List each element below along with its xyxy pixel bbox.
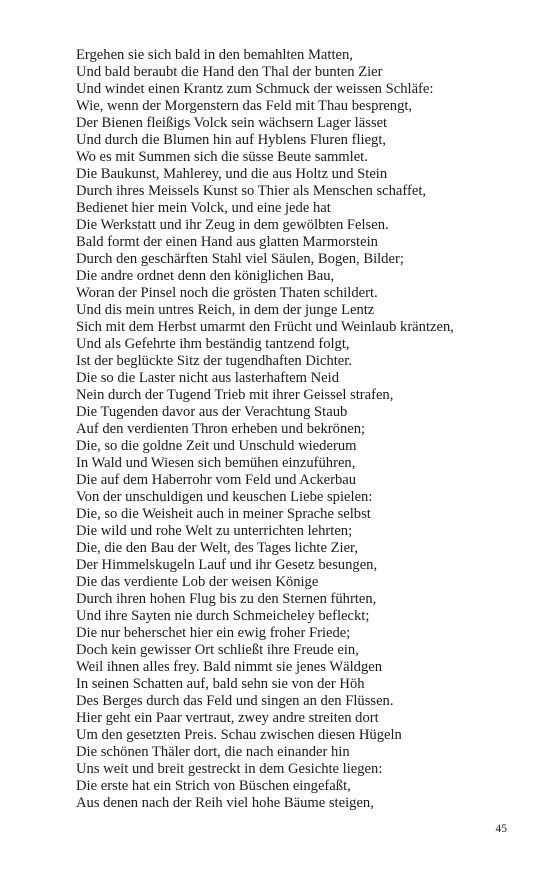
poem-line: Der Bienen fleißigs Volck sein wächsern Lager lässet xyxy=(76,115,388,131)
poem-line: Durch den geschärften Stahl viel Säulen, Bogen, Bilder; xyxy=(76,251,404,267)
poem-line: In Wald und Wiesen sich bemühen einzuführen, xyxy=(76,455,356,471)
poem-line: Wo es mit Summen sich die süsse Beute sammlet. xyxy=(76,149,368,165)
poem-text-block xyxy=(76,47,516,812)
poem-line: In seinen Schatten auf, bald sehn sie von der Höh xyxy=(76,676,365,692)
poem-line: Sich mit dem Herbst umarmt den Frücht und Weinlaub kräntzen, xyxy=(76,319,454,335)
poem-line: Weil ihnen alles frey. Bald nimmt sie jenes Wäldgen xyxy=(76,659,383,675)
poem-line: Ist der beglückte Sitz der tugendhaften Dichter. xyxy=(76,353,352,369)
poem-line: Die Baukunst, Mahlerey, und die aus Holtz und Stein xyxy=(76,166,388,182)
poem-line: Bedienet hier mein Volck, und eine jede hat xyxy=(76,200,331,216)
poem-line: Um den gesetzten Preis. Schau zwischen diesen Hügeln xyxy=(76,727,402,743)
poem-line: Durch ihres Meissels Kunst so Thier als Menschen schaffet, xyxy=(76,183,427,199)
poem-line: Des Berges durch das Feld und singen an den Flüssen. xyxy=(76,693,394,709)
poem-line: Die auf dem Haberrohr vom Feld und Ackerbau xyxy=(76,472,357,488)
poem-line: Die das verdiente Lob der weisen Könige xyxy=(76,574,319,590)
poem-line: Hier geht ein Paar vertraut, zwey andre streiten dort xyxy=(76,710,379,726)
poem-line: Von der unschuldigen und keuschen Liebe spielen: xyxy=(76,489,373,505)
poem-line: Und durch die Blumen hin auf Hyblens Fluren fliegt, xyxy=(76,132,387,148)
poem-line: Wie, wenn der Morgenstern das Feld mit Thau besprengt, xyxy=(76,98,413,114)
poem-line: Die wild und rohe Welt zu unterrichten lehrten; xyxy=(76,523,353,539)
poem-line: Die erste hat ein Strich von Büschen eingefaßt, xyxy=(76,778,351,794)
poem-line: Die, so die Weisheit auch in meiner Sprache selbst xyxy=(76,506,371,522)
poem-line: Durch ihren hohen Flug bis zu den Sternen führten, xyxy=(76,591,377,607)
poem-line: Ergehen sie sich bald in den bemahlten Matten, xyxy=(76,47,353,63)
poem-line: Die so die Laster nicht aus lasterhaftem Neid xyxy=(76,370,340,386)
poem-line: Nein durch der Tugend Trieb mit ihrer Geissel strafen, xyxy=(76,387,394,403)
poem-line: Und bald beraubt die Hand den Thal der bunten Zier xyxy=(76,64,383,80)
poem-line: Woran der Pinsel noch die grösten Thaten schildert. xyxy=(76,285,378,301)
poem-line: Die Werkstatt und ihr Zeug in dem gewölbten Felsen. xyxy=(76,217,389,233)
poem-line: Uns weit und breit gestreckt in dem Gesichte liegen: xyxy=(76,761,383,777)
poem-line: Und windet einen Krantz zum Schmuck der weissen Schläfe: xyxy=(76,81,434,97)
poem-line: Die, so die goldne Zeit und Unschuld wiederum xyxy=(76,438,357,454)
poem-line: Die schönen Thäler dort, die nach einander hin xyxy=(76,744,350,760)
poem-line: Die, die den Bau der Welt, des Tages lichte Zier, xyxy=(76,540,358,556)
poem-line: Die nur beherschet hier ein ewig froher Friede; xyxy=(76,625,351,641)
poem-line: Die andre ordnet denn den königlichen Bau, xyxy=(76,268,335,284)
poem-line: Aus denen nach der Reih viel hohe Bäume steigen, xyxy=(76,795,374,811)
poem-line: Und ihre Sayten nie durch Schmeicheley befleckt; xyxy=(76,608,370,624)
poem-line: Der Himmelskugeln Lauf und ihr Gesetz besungen, xyxy=(76,557,378,573)
poem-line: Und dis mein untres Reich, in dem der junge Lentz xyxy=(76,302,375,318)
poem-line: Auf den verdienten Thron erheben und bekrönen; xyxy=(76,421,366,437)
poem-line: Und als Gefehrte ihm beständig tantzend folgt, xyxy=(76,336,350,352)
poem-line: Doch kein gewisser Ort schließt ihre Freude ein, xyxy=(76,642,359,658)
poem-line: Bald formt der einen Hand aus glatten Marmorstein xyxy=(76,234,378,250)
page-number: 45 xyxy=(495,823,507,835)
poem-line: Die Tugenden davor aus der Verachtung Staub xyxy=(76,404,348,420)
